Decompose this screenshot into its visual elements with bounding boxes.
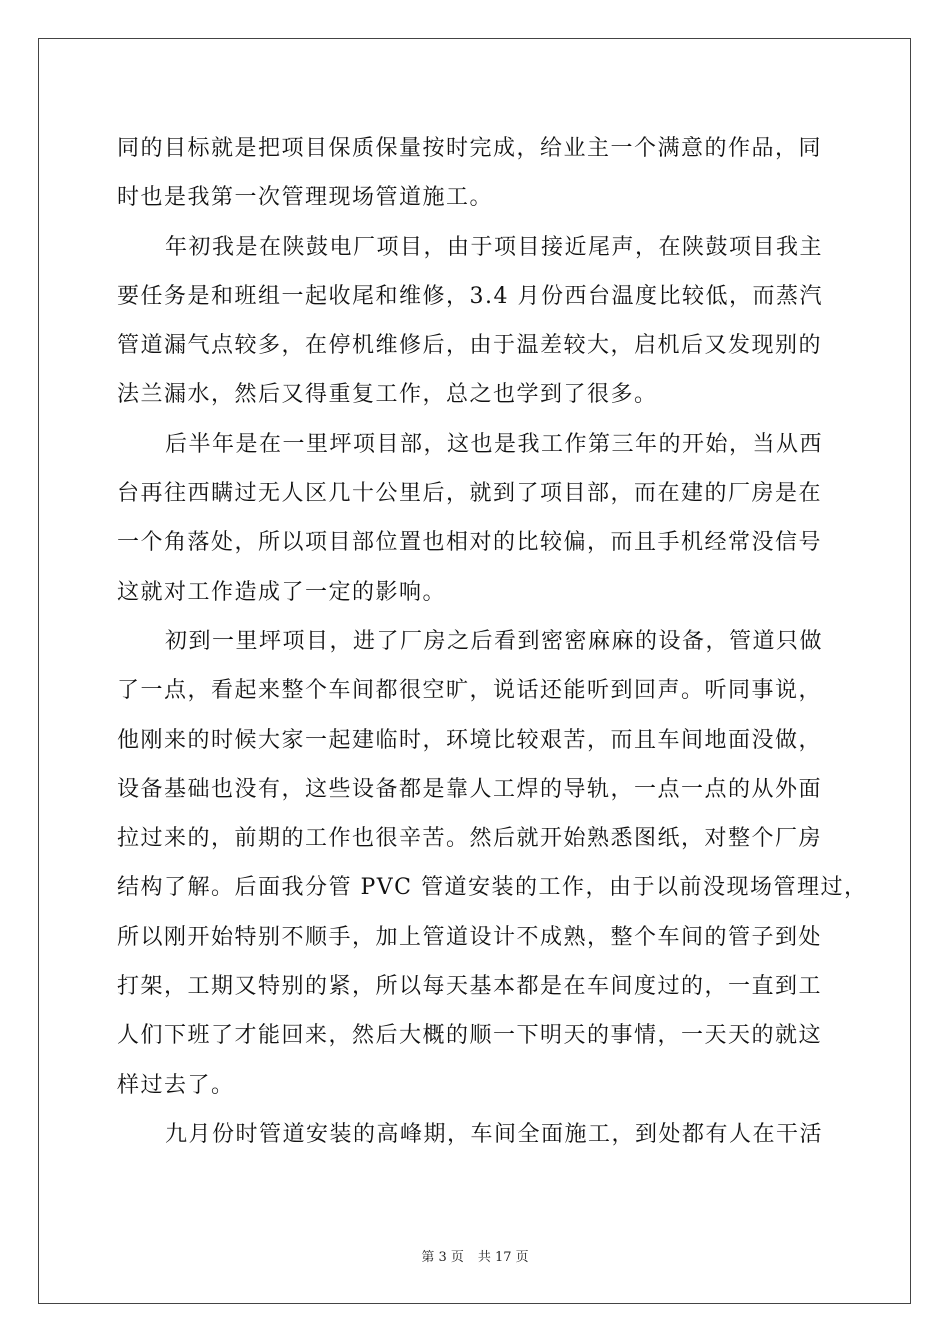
text-line: 时也是我第一次管理现场管道施工。	[117, 185, 494, 211]
page-footer	[0, 1246, 950, 1265]
paragraph-first-line: 九月份时管道安装的高峰期，车间全面施工，到处都有人在干活	[165, 1121, 824, 1147]
paragraph-first-line: 年初我是在陕鼓电厂项目，由于项目接近尾声，在陕鼓项目我主	[165, 234, 824, 260]
text-line: 打架，工期又特别的紧，所以每天基本都是在车间度过的，一直到工	[117, 974, 823, 1000]
text-line: 样过去了。	[117, 1072, 235, 1098]
document-body	[117, 124, 868, 1159]
text-line: 这就对工作造成了一定的影响。	[117, 579, 447, 605]
text-line: 一个角落处，所以项目部位置也相对的比较偏，而且手机经常没信号	[117, 530, 823, 556]
paragraph-first-line: 后半年是在一里坪项目部，这也是我工作第三年的开始，当从西	[165, 431, 824, 457]
text-line: 台再往西瞒过无人区几十公里后，就到了项目部，而在建的厂房是在	[117, 481, 823, 507]
text-line: 所以刚开始特别不顺手，加上管道设计不成熟，整个车间的管子到处	[117, 924, 823, 950]
text-line: 要任务是和班组一起收尾和维修，3.4 月份西台温度比较低，而蒸汽	[117, 283, 823, 309]
text-line: 管道漏气点较多，在停机维修后，由于温差较大，启机后又发现别的	[117, 333, 823, 359]
page-number: 第 3 页	[421, 1250, 464, 1265]
page-total: 共 17 页	[477, 1250, 529, 1265]
text-line: 同的目标就是把项目保质保量按时完成，给业主一个满意的作品，同	[117, 136, 823, 161]
text-line: 拉过来的，前期的工作也很辛苦。然后就开始熟悉图纸，对整个厂房	[117, 826, 823, 852]
text-line: 人们下班了才能回来，然后大概的顺一下明天的事情，一天天的就这	[117, 1023, 823, 1049]
text-line: 结构了解。后面我分管 PVC 管道安装的工作，由于以前没现场管理过，	[117, 875, 868, 901]
text-line: 设备基础也没有，这些设备都是靠人工焊的导轨，一点一点的从外面	[117, 776, 823, 802]
text-line: 他刚来的时候大家一起建临时，环境比较艰苦，而且车间地面没做，	[117, 727, 823, 753]
text-line: 法兰漏水，然后又得重复工作，总之也学到了很多。	[117, 382, 658, 408]
paragraph-first-line: 初到一里坪项目，进了厂房之后看到密密麻麻的设备，管道只做	[165, 628, 824, 654]
text-line: 了一点，看起来整个车间都很空旷，说话还能听到回声。听同事说，	[117, 678, 823, 704]
